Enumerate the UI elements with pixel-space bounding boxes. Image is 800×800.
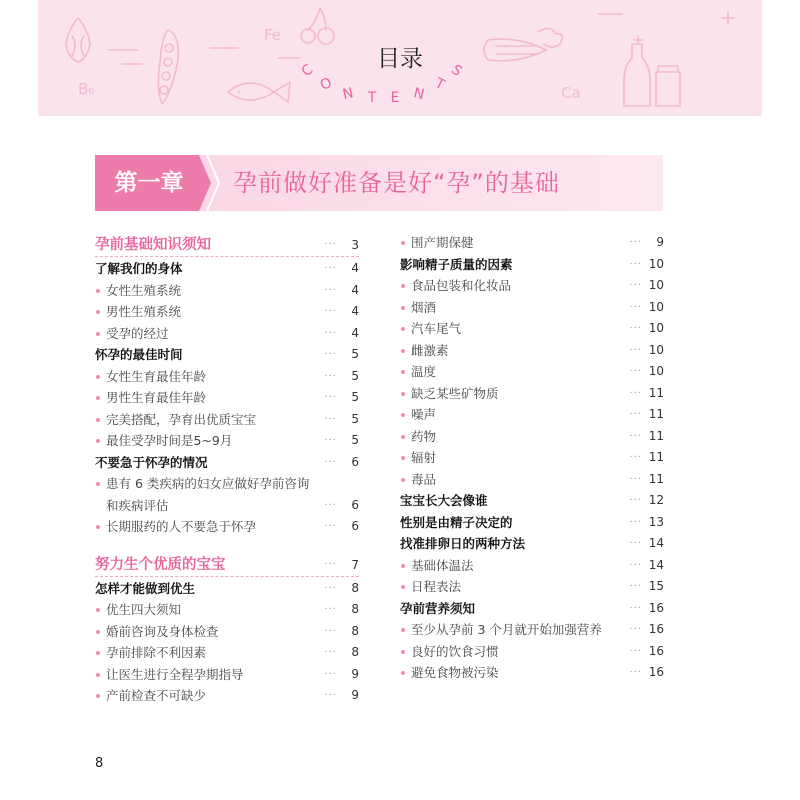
toc-heading[interactable] [95, 452, 359, 474]
toc-page-number: 11 [648, 385, 664, 400]
contents-letter: E [390, 90, 400, 106]
toc-page-number: 11 [648, 407, 664, 421]
toc-page-number: 6 [351, 519, 359, 533]
leader-dots: ··· [629, 366, 642, 377]
leader-dots: ··· [629, 667, 642, 678]
toc-page-number: 16 [648, 665, 664, 679]
toc-entry-text: 受孕的经过 [106, 325, 169, 341]
toc-item[interactable] [95, 664, 359, 686]
toc-entry-text: 药物 [411, 428, 437, 444]
leader-dots: ··· [629, 430, 642, 442]
chapter-heading [95, 155, 663, 211]
toc-page-number: 10 [648, 321, 664, 335]
toc-entry-text: 避免食物被污染 [411, 665, 499, 680]
leader-dots: ··· [629, 409, 642, 420]
toc-item[interactable] [400, 576, 664, 598]
leader-dots: ··· [324, 668, 337, 680]
leader-dots: ··· [629, 387, 642, 399]
toc-page-number: 13 [648, 514, 664, 529]
toc-entry-text: 优生四大须知 [106, 602, 182, 617]
leader-dots: ··· [324, 690, 337, 701]
toc-page-number: 4 [351, 261, 359, 275]
toc-right-column [400, 232, 664, 684]
toc-page-number: 5 [351, 411, 359, 426]
toc-entry-text: 产前检查不可缺少 [106, 688, 207, 703]
toc-heading[interactable] [400, 512, 664, 534]
toc-entry-text: 雌激素 [411, 342, 449, 358]
toc-page-number: 3 [351, 238, 359, 252]
leader-dots: ··· [324, 306, 337, 317]
toc-item[interactable] [400, 469, 664, 491]
toc-heading[interactable] [400, 254, 664, 276]
leader-dots: ··· [324, 413, 337, 425]
page-number: 8 [95, 756, 104, 771]
toc-entry-text: 完美搭配，孕育出优质宝宝 [106, 411, 257, 427]
toc-entry-text: 至少从孕前 3 个月就开始加强营养 [411, 622, 602, 637]
toc-page-number: 11 [648, 471, 664, 486]
toc-item[interactable] [400, 232, 664, 254]
toc-page-number: 8 [351, 623, 359, 638]
toc-item[interactable] [95, 473, 359, 495]
leader-dots: ··· [324, 239, 337, 250]
leader-dots: ··· [324, 435, 337, 446]
toc-item[interactable] [95, 430, 359, 452]
toc-heading[interactable] [95, 578, 359, 600]
toc-entry-text: 汽车尾气 [411, 321, 462, 336]
page-title: 目录 [377, 46, 423, 72]
leader-dots: ··· [629, 602, 642, 614]
toc-entry-text: 宝宝长大会像谁 [400, 493, 488, 508]
chapter-label: 第一章 [114, 170, 184, 196]
leader-dots: ··· [324, 499, 337, 511]
toc-entry-text: 女性生殖系统 [106, 282, 182, 298]
toc-entry-text: 女性生育最佳年龄 [106, 368, 207, 384]
toc-heading[interactable] [400, 533, 664, 555]
leader-dots: ··· [324, 349, 337, 360]
toc-entry-text: 婚前咨询及身体检查 [106, 623, 219, 639]
toc-page-number: 8 [351, 580, 359, 595]
toc-item[interactable] [95, 409, 359, 431]
toc-page-number: 16 [648, 643, 664, 658]
leader-dots: ··· [324, 647, 337, 658]
leader-dots: ··· [629, 280, 642, 291]
element-label: B₆ [78, 80, 95, 98]
toc-page-number: 10 [648, 342, 664, 357]
toc-item[interactable] [95, 387, 359, 409]
toc-entry-text: 和疾病评估 [106, 497, 169, 513]
contents-letter: T [367, 90, 377, 106]
toc-entry-text: 最佳受孕时间是5~9月 [106, 433, 233, 448]
toc-page-number: 10 [648, 364, 664, 378]
toc-heading[interactable] [400, 598, 664, 620]
toc-page-number: 14 [648, 536, 664, 550]
toc-page-number: 9 [351, 666, 359, 681]
toc-gap [95, 538, 359, 552]
toc-entry-text: 男性生殖系统 [106, 304, 182, 319]
toc-page-number: 5 [351, 433, 359, 447]
toc-entry-text: 烟酒 [411, 299, 437, 315]
toc-page-number: 5 [351, 347, 359, 361]
leader-dots: ··· [629, 538, 642, 549]
toc-entry-text: 影响精子质量的因素 [400, 256, 513, 272]
toc-item[interactable] [400, 555, 664, 577]
leader-dots: ··· [629, 452, 642, 463]
toc-entry-text: 怎样才能做到优生 [95, 580, 196, 596]
toc-page-number: 16 [648, 600, 664, 615]
toc-heading[interactable] [95, 344, 359, 366]
leader-dots: ··· [324, 604, 337, 615]
leader-dots: ··· [629, 645, 642, 657]
toc-item[interactable] [400, 404, 664, 426]
element-label: Fe [264, 26, 282, 44]
leader-dots: ··· [324, 392, 337, 403]
toc-entry-text: 了解我们的身体 [95, 261, 183, 276]
element-label: Ca [561, 84, 581, 102]
toc-page-number: 11 [648, 450, 664, 464]
contents-letter: C [298, 61, 317, 81]
toc-entry-text: 让医生进行全程孕期指导 [106, 666, 244, 682]
toc-item[interactable] [95, 516, 359, 538]
leader-dots: ··· [629, 323, 642, 334]
toc-heading[interactable] [95, 258, 359, 280]
header-banner [38, 0, 762, 116]
toc-page-number: 16 [648, 622, 664, 636]
toc-page-number: 6 [351, 454, 359, 469]
toc-entry-text: 孕前基础知识须知 [95, 237, 211, 253]
toc-entry-text: 怀孕的最佳时间 [95, 347, 183, 362]
toc-entry-text: 噪声 [411, 407, 437, 422]
toc-entry-text: 性别是由精子决定的 [400, 514, 513, 530]
toc-item[interactable] [400, 383, 664, 405]
toc-entry-text: 孕前营养须知 [400, 600, 476, 616]
leader-dots: ··· [324, 327, 337, 339]
leader-dots: ··· [324, 582, 337, 594]
toc-page-number: 4 [351, 304, 359, 318]
leader-dots: ··· [324, 284, 337, 296]
toc-entry-text: 不要急于怀孕的情况 [95, 454, 208, 470]
toc-entry-text: 围产期保健 [411, 235, 474, 250]
toc-heading[interactable] [400, 490, 664, 512]
toc-item[interactable] [95, 280, 359, 302]
toc-entry-text: 孕前排除不利因素 [106, 645, 207, 660]
toc-entry-text: 食品包装和化妆品 [411, 278, 512, 293]
leader-dots: ··· [324, 558, 337, 570]
toc-entry-text: 患有 6 类疾病的妇女应做好孕前咨询 [106, 476, 310, 491]
toc-page-number: 5 [351, 368, 359, 383]
toc-item[interactable] [95, 685, 359, 707]
toc-item[interactable] [400, 318, 664, 340]
leader-dots: ··· [629, 237, 642, 248]
leader-dots: ··· [629, 344, 642, 356]
toc-page-number: 5 [351, 390, 359, 404]
toc-item[interactable] [400, 340, 664, 362]
toc-left-column [95, 232, 359, 707]
toc-item[interactable] [400, 426, 664, 448]
toc-page-number: 9 [656, 235, 664, 249]
fish-icon [228, 82, 290, 102]
leader-dots: ··· [629, 473, 642, 485]
toc-section[interactable] [95, 552, 359, 578]
leader-dots: ··· [629, 624, 642, 635]
toc-item[interactable] [95, 642, 359, 664]
toc-page-number: 12 [648, 493, 664, 507]
toc-entry-text: 缺乏某些矿物质 [411, 385, 499, 401]
toc-item[interactable] [400, 361, 664, 383]
toc-entry-text: 辐射 [411, 450, 437, 465]
toc-item[interactable] [400, 297, 664, 319]
toc-page-number: 11 [648, 428, 664, 443]
chapter-tab-edge [207, 155, 221, 211]
toc-item[interactable] [95, 301, 359, 323]
leader-dots: ··· [629, 495, 642, 506]
toc-entry-text: 毒品 [411, 471, 437, 487]
contents-letter: S [448, 61, 465, 80]
toc-item[interactable] [400, 662, 664, 684]
leader-dots: ··· [324, 625, 337, 637]
toc-entry-text: 日程表法 [411, 579, 462, 594]
toc-page-number: 15 [648, 579, 664, 593]
toc-entry-text: 良好的饮食习惯 [411, 643, 499, 659]
chapter-title: 孕前做好准备是好“孕”的基础 [233, 169, 560, 197]
toc-item[interactable] [95, 621, 359, 643]
toc-item[interactable] [95, 323, 359, 345]
toc-entry-text: 基础体温法 [411, 557, 474, 573]
toc-page-number: 9 [351, 688, 359, 702]
leader-dots: ··· [629, 258, 642, 270]
toc-page-number: 10 [648, 299, 664, 314]
contents-letter: O [317, 74, 335, 95]
leader-dots: ··· [629, 301, 642, 313]
toc-item[interactable] [95, 599, 359, 621]
toc-page-number: 8 [351, 645, 359, 659]
leader-dots: ··· [324, 456, 337, 468]
toc-page-number: 4 [351, 282, 359, 297]
leader-dots: ··· [629, 581, 642, 592]
toc-item[interactable] [95, 366, 359, 388]
toc-page-number: 6 [351, 497, 359, 512]
toc-page-number: 8 [351, 602, 359, 616]
contents-letter: N [341, 85, 356, 104]
toc-entry-text: 努力生个优质的宝宝 [95, 556, 226, 573]
toc-item[interactable] [400, 619, 664, 641]
leader-dots: ··· [629, 516, 642, 528]
toc-page-number: 14 [648, 557, 664, 572]
toc-entry-text: 找准排卵日的两种方法 [400, 536, 526, 551]
leader-dots: ··· [324, 263, 337, 274]
cherry-icon [308, 8, 326, 30]
toc-entry-text: 温度 [411, 364, 437, 379]
contents-letter: N [411, 85, 426, 104]
toc-entry-text: 男性生育最佳年龄 [106, 390, 207, 405]
toc-item[interactable] [400, 641, 664, 663]
toc-item[interactable] [95, 495, 359, 517]
toc-page-number: 10 [648, 278, 664, 292]
toc-page-number: 7 [351, 557, 359, 572]
toc-page-number: 4 [351, 325, 359, 340]
toc-section[interactable] [95, 232, 359, 258]
contents-letter: T [432, 75, 448, 94]
leader-dots: ··· [324, 370, 337, 382]
toc-page-number: 10 [648, 256, 664, 271]
toc-item[interactable] [400, 447, 664, 469]
leader-dots: ··· [629, 559, 642, 571]
toc-item[interactable] [400, 275, 664, 297]
leader-dots: ··· [324, 521, 337, 532]
toc-entry-text: 长期服药的人不要急于怀孕 [106, 519, 257, 534]
